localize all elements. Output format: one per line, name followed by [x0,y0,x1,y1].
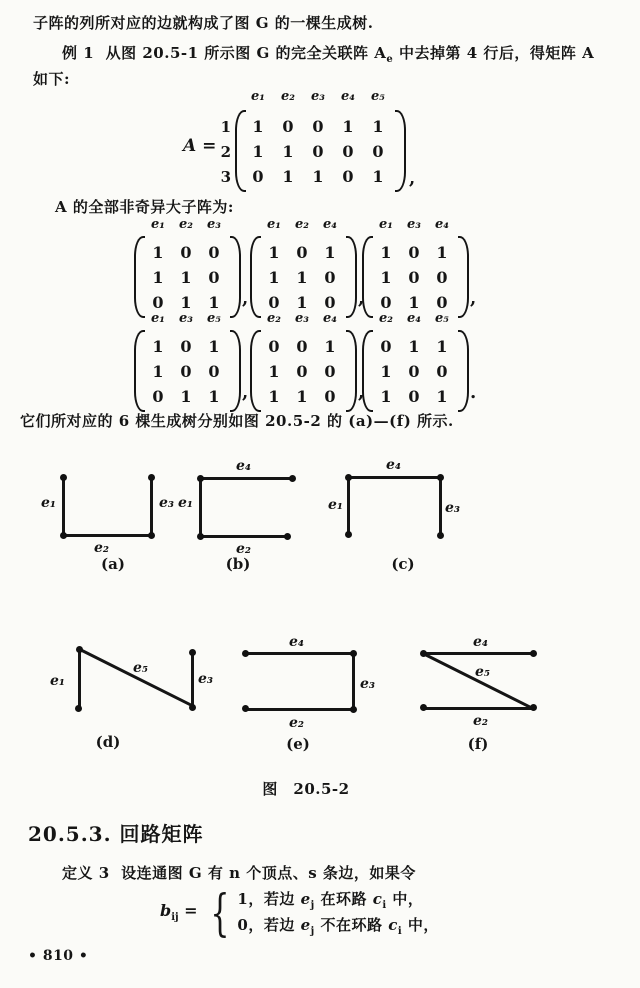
intro-line: 子阵的列所对应的边就构成了图 G 的一棵生成树. [33,14,374,32]
matrix-cell: 1 [282,167,294,186]
submatrix-column-labels [372,310,456,335]
submatrix-suffix: . [470,382,477,403]
matrix-column-label: e₁ [267,216,281,232]
matrix-cell: 0 [408,243,420,262]
vertex-dot [148,532,155,539]
matrix-column-label: e₁ [251,88,265,104]
edge-label-e4: e₄ [386,457,402,473]
matrix-column-label: e₂ [379,310,393,326]
vertex-dot [437,532,444,539]
vertex-dot [350,706,357,713]
matrix-cell: 0 [408,268,420,287]
matrix-cell: 1 [152,243,164,262]
matrix-cell: 1 [380,243,392,262]
matrix-cell: 1 [208,293,220,312]
matrix-cell: 0 [380,293,392,312]
submatrix-cells [372,240,456,315]
matrix-cell: 1 [208,337,220,356]
matrix-cell: 0 [268,293,280,312]
matrix-cell: 0 [208,243,220,262]
matrix-cell: 0 [296,243,308,262]
vertex-dot [60,532,67,539]
matrix-cell: 0 [436,293,448,312]
matrix-column-label: e₃ [311,88,325,104]
example-text-1: 从图 20.5-1 所示图 G 的完全关联阵 A [105,44,387,62]
matrix-cell: 1 [312,167,324,186]
vertex-dot [242,650,249,657]
matrix-cell: 1 [296,293,308,312]
submatrix-suffix: , [242,382,249,403]
submatrix-3 [358,216,480,316]
vertex-dot [189,649,196,656]
matrix-cell: 1 [372,167,384,186]
submatrix-cells [372,334,456,409]
matrix-A-column-labels [243,88,393,113]
matrix-A-cells [243,114,393,189]
vertex-dot [76,646,83,653]
matrix-A-name: A = [183,136,217,156]
matrix-cell: 0 [312,117,324,136]
edge-label-e1: e₁ [41,495,57,511]
matrix-cell: 1 [208,387,220,406]
edge-label-e2: e₂ [94,540,110,556]
submatrix-suffix: , [242,288,249,309]
vertex-dot [420,650,427,657]
matrix-cell: 0 [296,362,308,381]
matrix-column-label: 3 [220,167,231,186]
matrix-cell: 0 [152,387,164,406]
matrix-cell: 1 [152,337,164,356]
matrix-cell: 1 [252,117,264,136]
matrix-cell: 0 [324,387,336,406]
matrix-cell: 0 [296,337,308,356]
matrix-cell: 1 [436,243,448,262]
matrix-column-label: e₅ [435,310,449,326]
edge-line [245,652,353,655]
tree-diagram-e [223,628,383,763]
section-heading: 20.5.3. 回路矩阵 [28,822,204,846]
matrix-A-right-paren [395,110,406,192]
submatrix-right-paren [230,236,241,318]
vertex-dot [197,475,204,482]
submatrix-suffix: , [358,288,365,309]
matrix-cell: 1 [296,268,308,287]
matrix-cell: 1 [268,268,280,287]
matrix-cell: 0 [208,362,220,381]
edge-label-e3: e₃ [360,676,376,692]
example-continuation: 如下: [33,70,71,88]
tree-diagram-f [403,628,563,763]
matrix-cell: 0 [342,167,354,186]
definition-line [62,862,416,883]
matrix-cell: 1 [268,387,280,406]
formula-brace: { [209,883,230,942]
edge-line [191,652,194,707]
submatrix-right-paren [230,330,241,412]
definition-body: 设连通图 G 有 n 个顶点、s 条边，如果令 [121,864,416,882]
edge-label-e3: e₃ [159,495,175,511]
diagram-caption-e: (e) [286,735,310,753]
matrix-cell: 1 [380,362,392,381]
matrix-column-label: e₄ [407,310,421,326]
matrix-cell: 0 [324,293,336,312]
submatrix-suffix: , [358,382,365,403]
submatrix-column-labels [144,216,228,241]
matrix-cell: 1 [324,337,336,356]
edge-label-e4: e₄ [473,634,489,650]
edge-line [78,649,81,708]
matrix-cell: 0 [180,243,192,262]
matrix-cell: 0 [324,268,336,287]
matrix-column-label: e₂ [267,310,281,326]
matrix-column-label: 1 [220,117,231,136]
matrix-cell: 0 [342,142,354,161]
submatrix-5 [246,310,368,410]
edge-line [423,652,533,655]
edge-line [245,708,353,711]
edge-label-e4: e₄ [289,634,305,650]
page-number: • 810 • [28,948,89,964]
matrix-cell: 1 [152,362,164,381]
submatrix-cells [144,240,228,315]
submatrix-column-labels [260,310,344,335]
matrix-column-label: e₄ [341,88,355,104]
submatrix-6 [358,310,480,410]
matrix-cell: 1 [252,142,264,161]
submatrix-right-paren [346,236,357,318]
matrix-cell: 1 [268,362,280,381]
matrix-column-label: e₁ [151,216,165,232]
submatrix-2 [246,216,368,316]
matrix-cell: 0 [268,337,280,356]
vertex-dot [420,704,427,711]
edge-line-diagonal [422,652,533,710]
edge-label-e4: e₄ [236,458,252,474]
edge-label-e3: e₃ [445,500,461,516]
vertex-dot [530,650,537,657]
matrix-column-label: 2 [220,142,231,161]
matrix-cell: 0 [282,117,294,136]
diagram-caption-d: (d) [95,733,121,751]
matrix-cell: 1 [180,293,192,312]
submatrix-right-paren [346,330,357,412]
submatrix-4 [130,310,252,410]
edge-line [150,477,153,535]
submatrix-cells [260,240,344,315]
diagram-caption-a: (a) [101,555,125,573]
edge-line [200,535,287,538]
formula-case-2: 0，若边 $e_j$ 不在环路 $c_i$ 中， [237,916,439,937]
vertex-dot [530,704,537,711]
vertex-dot [75,705,82,712]
formula-lhs: $b_{ij}$ = [160,901,198,924]
matrix-cell: 0 [312,142,324,161]
edge-label-e5: e₅ [475,664,491,680]
matrix-cell: 0 [208,268,220,287]
vertex-dot [148,474,155,481]
vertex-dot [60,474,67,481]
submatrix-column-labels [372,216,456,241]
formula-case-1: 1，若边 $e_j$ 在环路 $c_i$ 中， [237,890,424,911]
matrix-cell: 1 [372,117,384,136]
submatrix-suffix: , [470,288,477,309]
matrix-column-label: e₂ [295,216,309,232]
matrix-A-row-labels [219,114,231,189]
submatrix-1 [130,216,252,316]
matrix-cell: 1 [296,387,308,406]
matrix-cell: 1 [342,117,354,136]
submatrix-cells [260,334,344,409]
vertex-dot [242,705,249,712]
vertex-dot [345,531,352,538]
diagram-caption-c: (c) [391,555,415,573]
matrix-cell: 0 [180,362,192,381]
example-subscript: e [386,54,394,65]
edge-label-e1: e₁ [50,673,66,689]
edge-line [347,477,350,534]
matrix-cell: 1 [282,142,294,161]
matrix-cell: 0 [324,362,336,381]
edge-label-e2: e₂ [236,541,252,557]
matrix-cell: 1 [152,268,164,287]
matrix-cell: 1 [436,387,448,406]
matrix-cell: 1 [380,268,392,287]
matrix-cell: 0 [408,387,420,406]
spanning-trees-line: 它们所对应的 6 棵生成树分别如图 20.5-2 的 (a)—(f) 所示. [20,412,454,430]
vertex-dot [350,650,357,657]
matrix-cell: 0 [252,167,264,186]
matrix-cell: 0 [436,362,448,381]
matrix-column-label: e₂ [281,88,295,104]
matrix-cell: 0 [436,268,448,287]
definition-label: 定义 3 [62,864,110,882]
example-label: 例 1 [62,44,95,62]
edge-label-e1: e₁ [328,497,344,513]
edge-line [63,534,151,537]
matrix-column-label: e₃ [407,216,421,232]
matrix-cell: 1 [436,337,448,356]
matrix-A-suffix: , [409,168,416,189]
edge-line [200,477,292,480]
matrix-cell: 1 [268,243,280,262]
edge-label-e3: e₃ [198,671,214,687]
matrix-cell: 0 [372,142,384,161]
edge-label-e2: e₂ [473,713,489,729]
matrix-column-label: e₅ [207,310,221,326]
vertex-dot [189,704,196,711]
formula-cases [237,888,438,937]
edge-line [439,477,442,535]
tree-diagram-c [328,455,478,580]
tree-diagram-d [38,628,218,763]
matrix-cell: 1 [380,387,392,406]
example-text-2: 中去掉第 4 行后，得矩阵 A [393,44,595,62]
tree-diagram-a [38,455,188,580]
edge-line [348,476,440,479]
matrix-cell: 1 [180,268,192,287]
edge-label-e2: e₂ [289,715,305,731]
example-line [62,42,594,65]
vertex-dot [437,474,444,481]
matrix-column-label: e₄ [323,310,337,326]
matrix-column-label: e₂ [179,216,193,232]
vertex-dot [197,533,204,540]
tree-diagram-b [178,455,328,580]
matrix-cell: 1 [408,337,420,356]
matrix-column-label: e₅ [371,88,385,104]
matrix-cell: 0 [180,337,192,356]
edge-line [423,707,533,710]
figure-caption: 图 20.5-2 [262,780,350,798]
edge-line [199,478,202,536]
matrix-cell: 1 [180,387,192,406]
diagram-caption-f: (f) [467,735,489,753]
matrix-cell: 0 [408,362,420,381]
matrix-column-label: e₃ [179,310,193,326]
matrix-cell: 0 [380,337,392,356]
edge-label-e5: e₅ [133,660,149,676]
incidence-matrix-A [183,88,433,193]
matrix-column-label: e₄ [323,216,337,232]
vertex-dot [289,475,296,482]
edge-label-e1: e₁ [178,495,194,511]
matrix-cell: 0 [152,293,164,312]
edge-line [62,477,65,535]
submatrix-column-labels [144,310,228,335]
submatrix-cells [144,334,228,409]
submatrix-right-paren [458,330,469,412]
bij-case-formula [160,883,439,942]
matrix-cell: 1 [324,243,336,262]
matrix-column-label: e₁ [151,310,165,326]
vertex-dot [284,533,291,540]
submatrix-intro-line: A 的全部非奇异大子阵为: [55,198,234,216]
edge-line [352,652,355,710]
edge-line-diagonal [79,648,192,707]
matrix-column-label: e₃ [295,310,309,326]
matrix-column-label: e₁ [379,216,393,232]
matrix-cell: 1 [408,293,420,312]
submatrix-column-labels [260,216,344,241]
matrix-column-label: e₃ [207,216,221,232]
submatrix-right-paren [458,236,469,318]
vertex-dot [345,474,352,481]
matrix-column-label: e₄ [435,216,449,232]
diagram-caption-b: (b) [225,555,251,573]
